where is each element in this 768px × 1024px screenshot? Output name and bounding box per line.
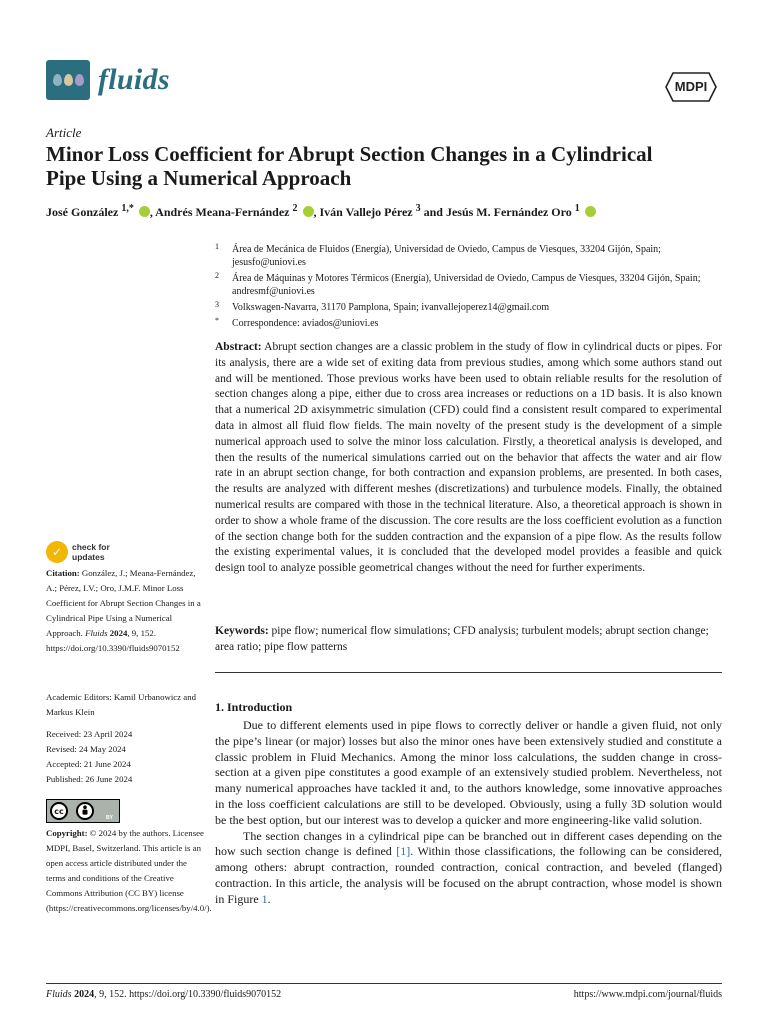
paragraph-text: The section changes in a cylindrical pipe can be branched out in different cases depending on the how such section change is defined — [215, 828, 722, 859]
keywords — [215, 624, 722, 656]
affiliation-list — [215, 243, 725, 333]
affiliation-number: 2 — [215, 271, 219, 280]
article-title: Minor Loss Coefficient for Abrupt Section Changes in a Cylindrical Pipe Using a Numerical Approach — [46, 142, 653, 190]
citation-text: González, J.; Meana-Fernández, A.; Pérez, I.V.; Oro, J.M.F. Minor Loss Coefficient for Abrupt Section Changes in a Cylindrical Pipe Using a Numerical Approach. — [46, 568, 201, 638]
academic-editors: Academic Editors: Kamil Urbanowicz and Markus Klein — [46, 692, 196, 717]
citation-block — [46, 566, 206, 656]
date-published: Published: 26 June 2024 — [46, 774, 133, 784]
author-list — [46, 203, 726, 220]
keywords-text: pipe flow; numerical flow simulations; CFD analysis; turbulent models; abrupt section change; area ratio; pipe flow patterns — [215, 625, 709, 653]
author-separator: , — [313, 205, 320, 219]
copyright-block — [46, 826, 212, 916]
affiliation-item — [215, 272, 725, 298]
citation-label: Citation: — [46, 568, 80, 578]
check-icon: ✓ — [46, 541, 68, 563]
author-affiliation-marker: 1 — [574, 203, 580, 214]
footer-doi[interactable]: , 9, 152. https://doi.org/10.3390/fluids9070152 — [94, 989, 282, 1000]
author-name[interactable]: Iván Vallejo Pérez — [319, 205, 413, 219]
publisher-logo[interactable] — [665, 72, 717, 102]
affiliation-number: * — [215, 316, 219, 325]
author-name[interactable]: José González — [46, 205, 119, 219]
affiliation-text: Área de Mecánica de Fluidos (Energía), Universidad de Oviedo, Campus de Viesques, 33204 Gijón, Spain; jesusfo@uniovi.es — [232, 244, 661, 268]
date-received: Received: 23 April 2024 — [46, 729, 133, 739]
author-separator: and — [420, 205, 446, 219]
journal-logo[interactable] — [46, 60, 170, 100]
figure-link[interactable]: 1 — [261, 891, 268, 906]
author-separator: , — [149, 205, 156, 219]
copyright-label: Copyright: — [46, 828, 88, 838]
footer-year: 2024 — [74, 989, 95, 1000]
date-accepted: Accepted: 21 June 2024 — [46, 759, 131, 769]
check-for-updates-label — [72, 542, 110, 562]
abstract-label: Abstract: — [215, 341, 262, 353]
paragraph — [215, 829, 722, 908]
check-for-updates-badge[interactable] — [46, 541, 110, 563]
cc-icon: cc — [50, 802, 68, 820]
footer-citation — [46, 989, 281, 1000]
introduction-body — [215, 718, 722, 908]
abstract-text: Abrupt section changes are a classic problem in the study of flow in cylindrical ducts or pipes. For its analysis, there are a wide set of exiting data from previous studies, among which some authors stand out and will be mentioned. Those previous works have been used to obtain reliable results for the resolution of section changes along a pipe, either due to cross area increases or reductions on a 1D basis. It is also known that a numerical 2D axisymmetric simulation (CFD) could find a consistent result compared to experimental data in almost all fluid flow fields. The main novelty of the present study is the development of a simple numerical approach used to solve the minor loss calculation. Firstly, a theoretical analysis is developed, and then the results of the numerical simulations carried out on the behavior that affects the water and air flow rate in an abrupt section change, for both contraction and expansion problems, are presented. In both cases, the results are analyzed with different meshes (discretizations) and turbulence models. Finally, the obtained numerical results are compared with those in the technical literature. Also, a theoretical approach is shown in order to show a whole frame of the discussion. The core results are the loss coefficient evolution as a function of the section change both for the sudden contraction and the expansion of a pipe flow. As the results follow the existing experimental values, it is concluded that the developed model provides a feasible and quick design tool to analyze possible geometrical changes without the need for further experiments. — [215, 341, 723, 575]
cc-by-badge[interactable] — [46, 799, 120, 823]
orcid-icon[interactable] — [585, 206, 596, 217]
affiliation-number: 3 — [215, 300, 219, 309]
publication-dates — [46, 727, 206, 787]
paragraph: Due to different elements used in pipe flows to correctly deliver or handle a given fluid, not only the pipe’s linear (or major) losses but also the minor ones have been extensively studied and constitute a classic problem in Fluid Mechanics. Among the minor loss calculations, the sudden change in cross-section at a given pipe constitutes a good example of an extensively studied problem. Nevertheless, not many numerical approaches have tackled it and, to the authors knowledge, some innovative approaches in the loss coefficient calculations are still to be developed. Obviously, using a fully 3D solution would be the best option, but our interest was to develop a quicker and more engineering-like valid solution. — [215, 718, 722, 827]
footer-journal-url[interactable]: https://www.mdpi.com/journal/fluids — [573, 989, 722, 1000]
author-affiliation-marker: 2 — [292, 203, 298, 214]
section-heading: 1. Introduction — [215, 700, 293, 714]
author-name[interactable]: Andrés Meana-Fernández — [155, 205, 290, 219]
citation-journal: Fluids — [85, 628, 108, 638]
author-name[interactable]: Jesús M. Fernández Oro — [445, 205, 572, 219]
affiliation-item — [215, 301, 725, 314]
check-for-updates-line: updates — [72, 552, 105, 562]
section-divider — [215, 672, 722, 673]
footer-divider — [46, 983, 722, 984]
orcid-icon[interactable] — [139, 206, 150, 217]
keywords-label: Keywords: — [215, 625, 269, 637]
copyright-text: © 2024 by the authors. Licensee MDPI, Basel, Switzerland. This article is an open access article distributed under the terms and conditions of the Creative Commons Attribution (CC BY) license (https://creativecommons.org/licenses/by/4.0/). — [46, 828, 212, 913]
date-revised: Revised: 24 May 2024 — [46, 744, 126, 754]
article-type: Article — [46, 125, 82, 140]
drops-icon — [46, 60, 90, 100]
affiliation-item — [215, 317, 725, 330]
drop-icon — [75, 74, 84, 86]
affiliation-item — [215, 243, 725, 269]
attribution-person-icon — [76, 802, 94, 820]
affiliation-text: Área de Máquinas y Motores Térmicos (Energía), Universidad de Oviedo, Campus de Viesques, 33204 Gijón, Spain; andresmf@uniovi.es — [232, 273, 701, 297]
paragraph-text: . — [267, 891, 271, 906]
abstract — [215, 340, 722, 577]
drop-icon — [53, 74, 62, 86]
affiliation-number: 1 — [215, 242, 219, 251]
publisher-name: MDPI — [674, 79, 708, 94]
affiliation-text: Correspondence: aviados@uniovi.es — [232, 318, 379, 329]
author-affiliation-marker: 1,* — [121, 203, 134, 214]
author-affiliation-marker: 3 — [415, 203, 421, 214]
check-for-updates-line: check for — [72, 542, 110, 552]
journal-name: fluids — [98, 63, 170, 96]
drop-icon — [64, 74, 73, 86]
citation-link[interactable]: [1] — [396, 844, 411, 859]
citation-year: 2024 — [109, 628, 128, 638]
citation-doi[interactable]: , 9, 152. https://doi.org/10.3390/fluids9070152 — [46, 628, 180, 653]
affiliation-text: Volkswagen-Navarra, 31170 Pamplona, Spain; ivanvallejoperez14@gmail.com — [232, 302, 550, 313]
paragraph-text: . Within those classifications, the following can be considered, among others: abrupt contraction, rounded contraction, conical contraction, and beveled (flanged) contraction. In this article, the analysis will be focused on the abrupt contraction, whose model is shown in Figure — [215, 844, 722, 906]
orcid-icon[interactable] — [303, 206, 314, 217]
cc-by-label: BY — [106, 815, 113, 821]
footer-journal: Fluids — [46, 989, 72, 1000]
